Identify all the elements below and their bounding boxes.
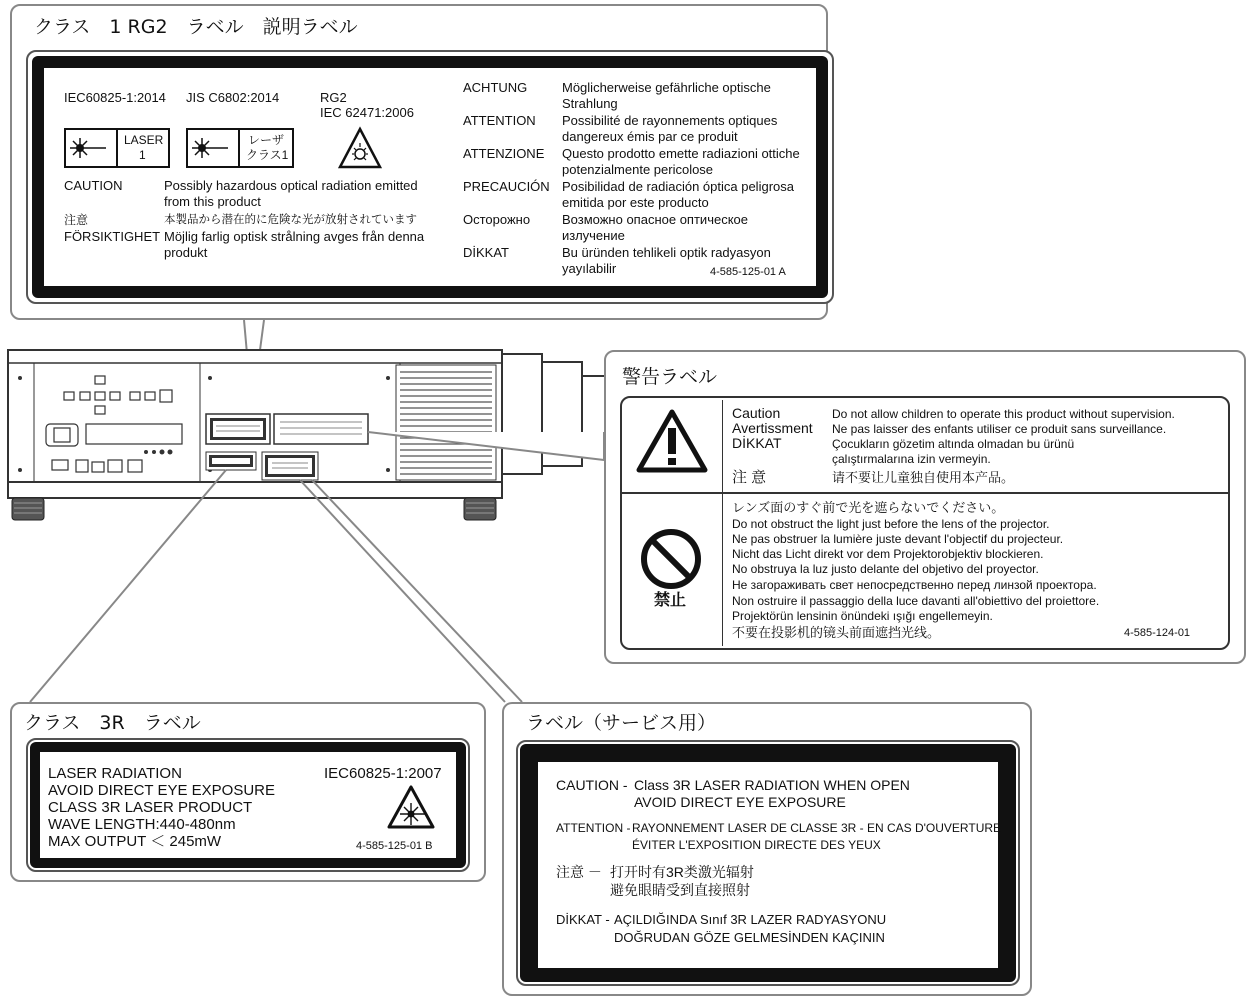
- laser-hazard-triangle-icon: [386, 784, 436, 830]
- warn-row-text: Do not allow children to operate this product without supervision.: [832, 407, 1175, 421]
- rg2-text: RG2: [320, 90, 347, 105]
- warning-label-heading: 警告ラベル: [622, 366, 718, 388]
- warn-lang: CAUTION: [64, 178, 123, 193]
- class1-rg2-heading: クラス 1 RG2 ラベル 説明ラベル: [34, 16, 358, 38]
- warn-row-lang: DİKKAT: [732, 435, 782, 451]
- service-line: RAYONNEMENT LASER DE CLASSE 3R - EN CAS D'OUVERTURE: [632, 821, 1002, 835]
- warn-text: Bu üründen tehlikeli optik radyasyon: [562, 245, 771, 260]
- warn-text: yayılabilir: [562, 261, 617, 276]
- warn-lang: DİKKAT: [463, 245, 509, 260]
- warn-text: Possibly hazardous optical radiation emitted: [164, 178, 418, 193]
- service-prefix: 注意 －: [556, 864, 602, 880]
- label-code: 4-585-124-01: [1124, 627, 1191, 639]
- service-line: DOĞRUDAN GÖZE GELMESİNDEN KAÇININ: [614, 930, 885, 945]
- warn-row-text: çalıştırmalarına izin vermeyin.: [832, 452, 991, 466]
- service-label-heading: ラベル（サービス用）: [526, 712, 717, 734]
- warn-row-lang: Caution: [732, 405, 781, 421]
- prohibit-symbol-label: 禁止: [654, 592, 687, 609]
- warn-lang: PRECAUCIÓN: [463, 179, 550, 194]
- class3r-line: WAVE LENGTH:440-480nm: [48, 816, 236, 833]
- class3r-heading: クラス 3R ラベル: [24, 712, 201, 734]
- warn-text: potenzialmente pericolose: [562, 162, 714, 177]
- service-prefix: DİKKAT -: [556, 912, 610, 927]
- warn-text: Questo prodotto emette radiazioni ottiche: [562, 146, 800, 161]
- warn-text: from this product: [164, 194, 261, 209]
- warn-text: produkt: [164, 245, 208, 260]
- warn-text: Strahlung: [562, 96, 618, 111]
- warn-row-text: Çocukların gözetim altında olmadan bu ürünü: [832, 437, 1075, 451]
- prohibit-line: Nicht das Licht direkt vor dem Projektorobjektiv blockieren.: [732, 547, 1044, 561]
- warn-text: Возможно опасное оптическое: [562, 212, 748, 227]
- warn-row-text: Ne pas laisser des enfants utiliser ce produit sans surveillance.: [832, 422, 1167, 436]
- warn-lang: ACHTUNG: [463, 80, 528, 95]
- class3r-std: IEC60825-1:2007: [324, 765, 442, 782]
- prohibition-icon: [638, 526, 704, 592]
- prohibit-line: Не загораживать свет непосредственно перед линзой проектора.: [732, 578, 1097, 592]
- warn-text: излучение: [562, 228, 625, 243]
- warn-text: emitida por este producto: [562, 195, 709, 210]
- service-line: AVOID DIRECT EYE EXPOSURE: [634, 794, 846, 810]
- laser-box1-text: LASER: [124, 133, 164, 147]
- prohibit-line: Ne pas obstruer la lumière juste devant l'objectif du projecteur.: [732, 532, 1064, 546]
- warn-row-lang: 注 意: [732, 469, 767, 486]
- service-line: Class 3R LASER RADIATION WHEN OPEN: [634, 777, 910, 793]
- warn-row-lang: Avertissment: [732, 420, 813, 436]
- service-line: 打开时有3R类激光辐射: [610, 864, 754, 880]
- exclamation-triangle-icon: [636, 408, 708, 474]
- prohibit-line: レンズ面のすぐ前で光を遮らないでください。: [732, 500, 1005, 515]
- service-line: 避免眼睛受到直接照射: [610, 882, 750, 898]
- laser-box2-text: レーザ: [248, 133, 285, 147]
- laser-box2-num: クラス1: [246, 148, 289, 162]
- warn-lang: FÖRSIKTIGHET: [64, 229, 161, 244]
- laser-box1-num: 1: [139, 148, 146, 162]
- warn-text: dangereux émis par ce produit: [562, 129, 738, 144]
- class3r-line: AVOID DIRECT EYE EXPOSURE: [48, 782, 275, 799]
- label-code: 4-585-125-01 B: [356, 840, 433, 852]
- warn-row-text: 请不要让儿童独自使用本产品。: [832, 470, 1015, 485]
- service-line: AÇILDIĞINDA Sınıf 3R LAZER RADYASYONU: [614, 912, 887, 927]
- warn-text: 本製品から潜在的に危険な光が放射されています: [164, 214, 417, 226]
- std-iec60825: IEC60825-1:2014: [64, 90, 166, 105]
- class3r-line: CLASS 3R LASER PRODUCT: [48, 799, 253, 816]
- warn-text: Posibilidad de radiación óptica peligrosa: [562, 179, 794, 194]
- warn-lang: ATTENTION: [463, 113, 536, 128]
- service-line: ÉVITER L'EXPOSITION DIRECTE DES YEUX: [632, 838, 881, 852]
- warn-text: Möglicherweise gefährliche optische: [562, 80, 771, 95]
- prohibit-line: Projektörün lensinin önündeki ışığı engellemeyin.: [732, 609, 993, 623]
- warn-lang: Осторожно: [463, 212, 531, 227]
- label-code: 4-585-125-01 A: [710, 266, 786, 278]
- prohibit-line: Do not obstruct the light just before the lens of the projector.: [732, 517, 1050, 531]
- class3r-line: LASER RADIATION: [48, 765, 182, 782]
- class3r-line: MAX OUTPUT ＜ 245mW: [48, 833, 222, 850]
- service-prefix: CAUTION -: [556, 777, 628, 793]
- std-iec62471: IEC 62471:2006: [320, 105, 414, 120]
- service-prefix: ATTENTION -: [556, 821, 631, 835]
- warn-text: Possibilité de rayonnements optiques: [562, 113, 778, 128]
- std-jis: JIS C6802:2014: [186, 90, 280, 105]
- warn-lang: ATTENZIONE: [463, 146, 545, 161]
- warn-lang: 注意: [64, 213, 89, 227]
- prohibit-line: Non ostruire il passaggio della luce davanti all'obiettivo del proiettore.: [732, 594, 1100, 608]
- prohibit-line: No obstruya la luz justo delante del objetivo del proyector.: [732, 562, 1039, 576]
- warn-text: Möjlig farlig optisk strålning avges från denna: [164, 229, 425, 244]
- prohibit-line: 不要在投影机的镜头前面遮挡光线。: [732, 625, 941, 640]
